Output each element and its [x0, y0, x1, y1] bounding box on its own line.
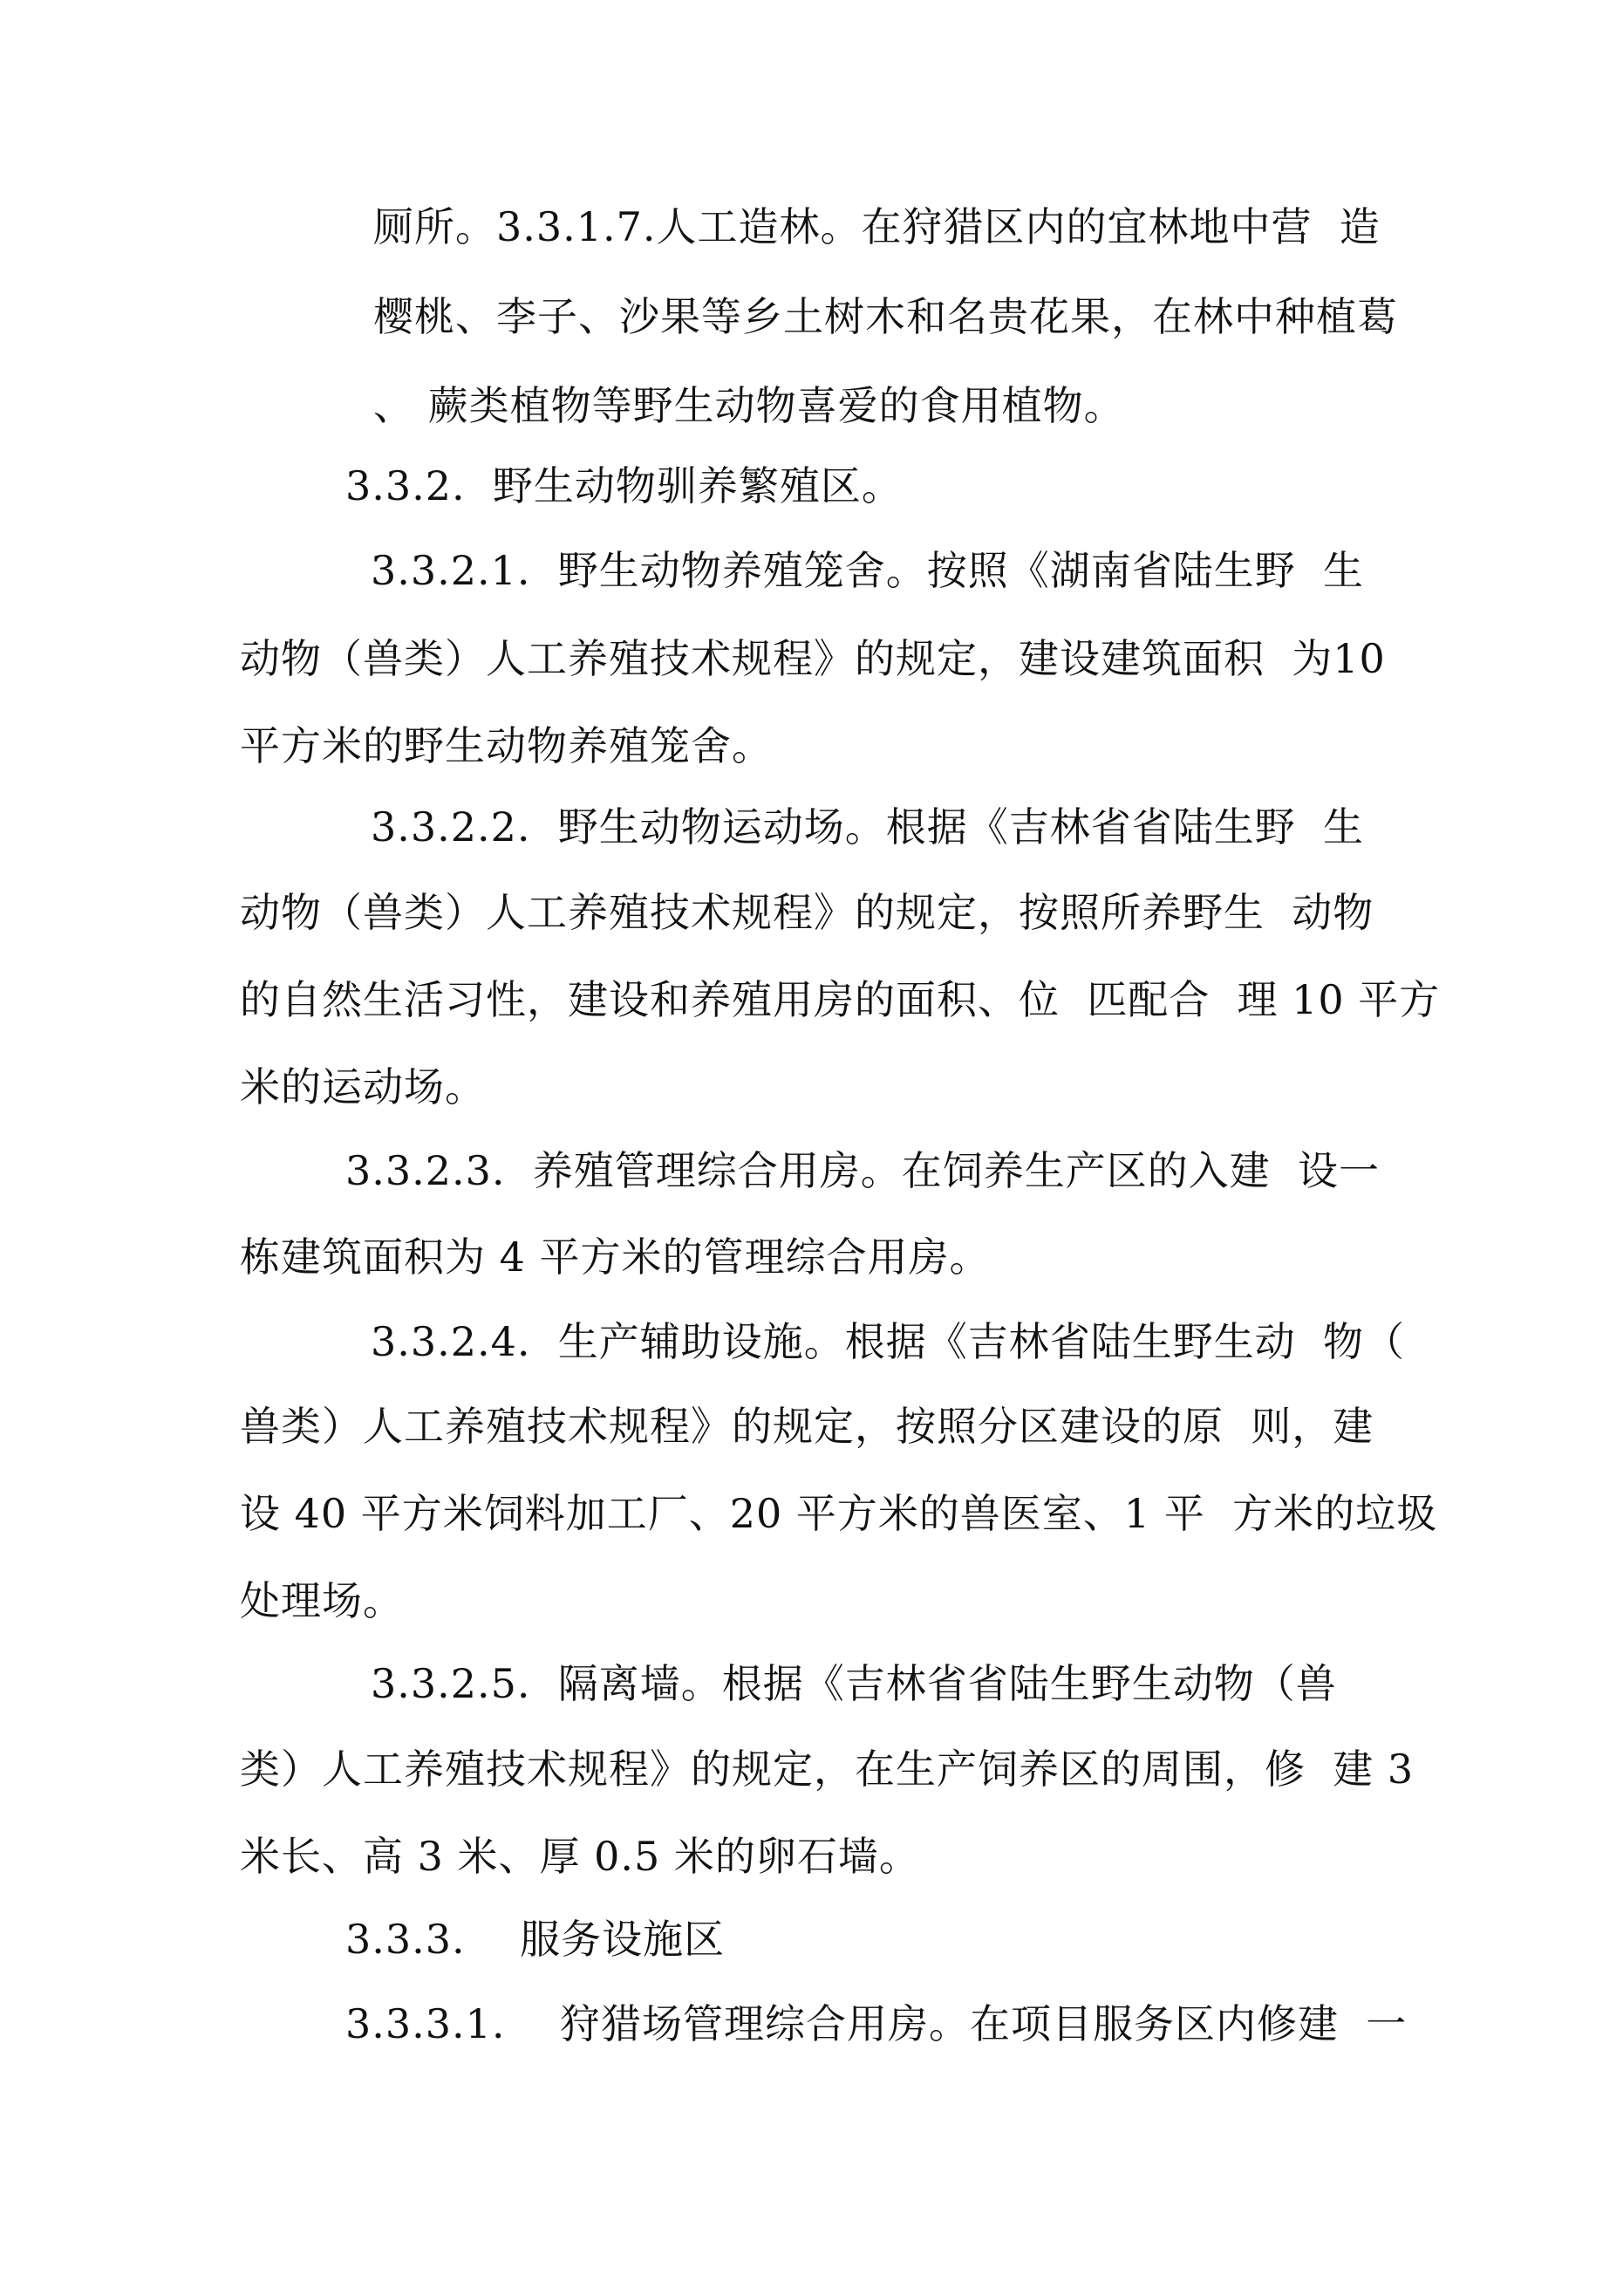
text-line: 兽类）人工养殖技术规程》的规定，按照分区建设的原 则，建 — [240, 1403, 1374, 1450]
text-line: 平方米的野生动物养殖笼舍。 — [240, 722, 773, 769]
text-line: 米长、高 3 米、厚 0.5 米的卵石墙。 — [240, 1833, 920, 1880]
text-line: 3.3.3. 服务设施区 — [345, 1916, 726, 1963]
text-line: 栋建筑面积为 4 平方米的管理综合用房。 — [240, 1233, 991, 1281]
text-line: 3.3.3.1. 狩猎场管理综合用房。在项目服务区内修建 一 — [345, 2000, 1408, 2047]
text-line: 3.3.2.5. 隔离墙。根据《吉林省省陆生野生动物（兽 — [371, 1660, 1337, 1707]
text-line: 动物（兽类）人工养殖技术规程》的规定，按照所养野生 动物 — [240, 889, 1374, 936]
text-line: 3.3.2. 野生动物驯养繁殖区。 — [345, 462, 903, 509]
text-line: 樱桃、李子、沙果等乡土树木和名贵花果，在林中种植葛 — [373, 293, 1398, 340]
text-line: 的自然生活习性，建设和养殖用房的面积、位 匹配合 理 10 平方 — [240, 976, 1441, 1023]
text-line: 3.3.2.4. 生产辅助设施。根据《吉林省陆生野生动 物（ — [371, 1318, 1406, 1365]
text-line: 3.3.2.3. 养殖管理综合用房。在饲养生产区的入建 设一 — [345, 1147, 1381, 1194]
text-line: 3.3.2.2. 野生动物运动场。根据《吉林省省陆生野 生 — [371, 803, 1365, 851]
text-line: 动物（兽类）人工养殖技术规程》的规定，建设建筑面积 为10 — [240, 635, 1386, 682]
text-line: 处理场。 — [240, 1577, 404, 1624]
text-line: 3.3.2.1. 野生动物养殖笼舍。按照《湖南省陆生野 生 — [371, 547, 1365, 594]
text-line: 厕所。3.3.1.7.人工造林。在狩猎区内的宜林地中营 造 — [373, 203, 1381, 250]
text-line: 米的运动场。 — [240, 1063, 486, 1110]
text-line: 设 40 平方米饲料加工厂、20 平方米的兽医室、1 平 方米的垃圾 — [240, 1490, 1438, 1537]
text-line: 类）人工养殖技术规程》的规定，在生产饲养区的周围，修 建 3 — [240, 1746, 1415, 1793]
text-line: 、 蕨类植物等野生动物喜爱的食用植物。 — [373, 382, 1125, 429]
